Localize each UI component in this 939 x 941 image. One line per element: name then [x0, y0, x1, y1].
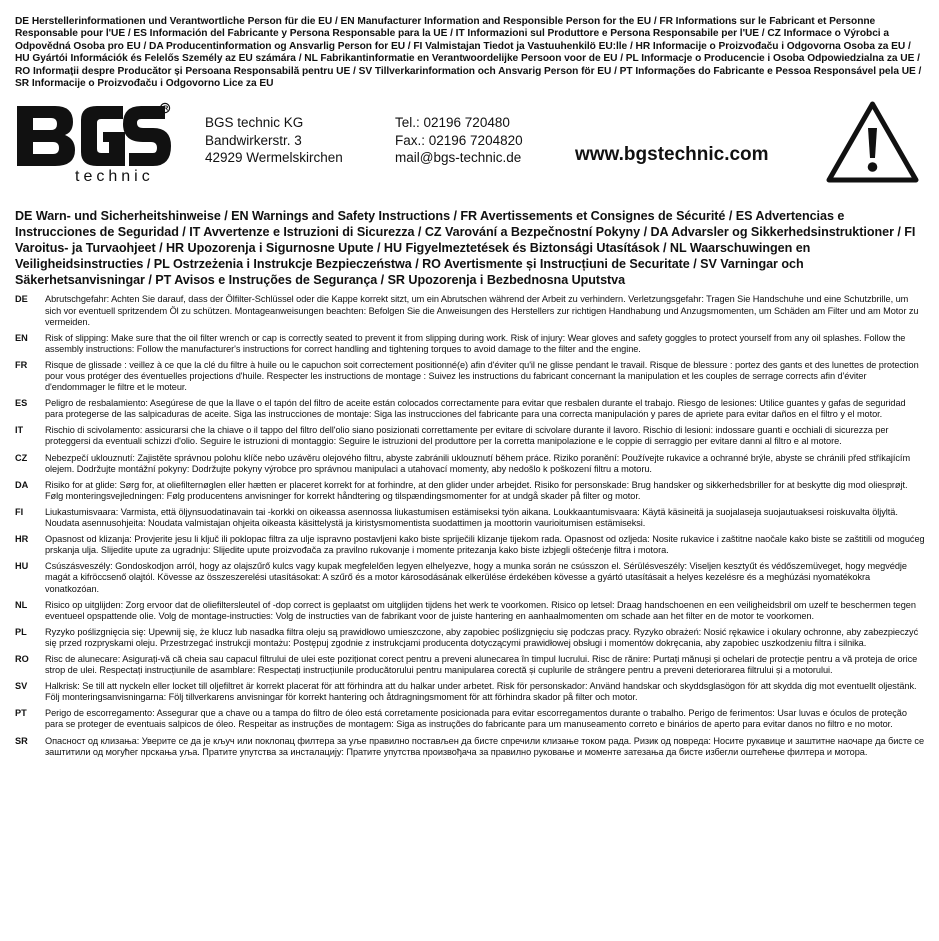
- language-code: CZ: [15, 452, 28, 463]
- safety-text: Risc de alunecare: Asigurați-vă că cheia sau capacul filtrului de ulei este poziționat corect pentru a preveni alunecarea în timpul lucrului. Risc de rănire: Purtați mănuși și ochelari de protecție pentru a vă proteja de orice strop de ulei. Respectați instrucțiunile de asamblare: Respectați instrucțiunile producătorului pentru manipularea corectă și cuplurile de strângere pentru a preveni deteriorarea filtrului și a motorului.: [45, 653, 918, 676]
- bgs-technic-logo: [15, 102, 175, 184]
- safety-section-fi: [15, 507, 925, 529]
- safety-section-en: [15, 333, 925, 355]
- language-code: RO: [15, 653, 29, 664]
- language-code: HR: [15, 534, 29, 545]
- safety-text: Risico op uitglijden: Zorg ervoor dat de oliefiltersleutel of -dop correct is geplaatst om uitglijden tijdens het werk te voorkomen. Risico op letsel: Draag handschoenen en een veiligheidsbril om uzelf te beschermen tegen eventueel opspattende olie. Volg de montage-instructies: Volg de instructies van de fabrikant voor de juiste hantering en aanhaalmomenten om schade aan het filter en de motor te voorkomen.: [45, 599, 916, 621]
- language-code: SR: [15, 735, 28, 746]
- safety-section-sr: [15, 736, 925, 758]
- company-city: 42929 Wermelskirchen: [205, 150, 343, 166]
- safety-section-es: [15, 398, 925, 420]
- safety-text: Opasnost od klizanja: Provjerite jesu li ključ ili poklopac filtra za ulje ispravno postavljeni kako biste spriječili klizanje tijekom rada. Opasnost od ozljeda: Nosite rukavice i zaštitne naočale kako biste se zaštitili od mogućeg prskanja ulja. Slijedite upute za ugradnju: Slijedite upute proizvođača za pravilno rukovanje i momente pritezanja kako biste izbjegli oštećenje filtra i motora.: [45, 534, 925, 556]
- safety-text: Liukastumisvaara: Varmista, että öljynsuodatinavain tai -korkki on oikeassa asennossa liukastumisen estämiseksi työn aikana. Loukkaantumisvaara: Käytä käsineitä ja suojalaseja suojautuaksesi roiskuvalta öljyltä. Noudata asennusohjeita: Noudata valmistajan ohjeita oikeasta käsittelystä ja kiristysmomentista suodattimen ja moottorin vaurioitumisen estämiseksi.: [45, 506, 898, 529]
- safety-section-hu: [15, 561, 925, 594]
- language-code: DA: [15, 479, 29, 490]
- safety-text: Risque de glissade : veillez à ce que la clé du filtre à huile ou le capuchon soit correctement positionné(e) afin d'éviter qu'il ne glisse pendant le travail. Risque de blessure : portez des gants et des lunettes de protection pour vous protéger des éventuelles projections d'huile. Respecter les instructions de montage : Suivez les instructions du fabricant concernant la manipulation et les couples de serrage corrects afin d'éviter d'endommager le filtre et le moteur.: [45, 359, 919, 393]
- safety-section-pl: [15, 627, 925, 649]
- safety-sections: [15, 294, 925, 757]
- safety-section-ro: [15, 654, 925, 676]
- safety-text: Nebezpečí uklouznutí: Zajistěte správnou polohu klíče nebo uzávěru olejového filtru, abyste zabránili uklouznutí během práce. Riziko poranění: Používejte rukavice a ochranné brýle, abyste se chránili před stříkajícím olejem. Dodržujte montážní pokyny: Dodržujte pokyny výrobce pro správnou manipulaci a utahovací momenty, aby nedošlo k poškození filtru a motoru.: [45, 452, 911, 474]
- language-code: DE: [15, 294, 28, 305]
- language-code: FI: [15, 506, 24, 517]
- safety-text: Опасност од клизања: Уверите се да је кључ или поклопац филтера за уље правилно постављен да бисте спречили клизање током рада. Ризик од повреда: Носите рукавице и заштитне наочаре да бисте се заштитили од могућег прскања уља. Пратите упутства за инсталацију: Пратите упутства произвођача за правилно руковање и моменте затезања да бисте избегли оштећење филтера и мотора.: [45, 735, 925, 757]
- safety-section-hr: [15, 534, 925, 556]
- language-code: PT: [15, 708, 27, 719]
- language-code: HU: [15, 561, 29, 572]
- safety-section-da: [15, 480, 925, 502]
- company-block: [15, 100, 925, 200]
- safety-section-fr: [15, 360, 925, 393]
- safety-text: Rischio di scivolamento: assicurarsi che la chiave o il tappo del filtro dell'olio siano posizionati correttamente per evitare di scivolare durante il lavoro. Rischio di lesioni: indossare guanti e occhiali di sicurezza per proteggersi da eventuali schizzi d'olio. Seguire le istruzioni di montaggio: Seguire le istruzioni del produttore per la corretta manipolazione e le coppie di serraggio per evitare danni al filtro e al motore.: [45, 425, 889, 447]
- safety-section-nl: [15, 600, 925, 622]
- language-code: PL: [15, 626, 27, 637]
- safety-text: Ryzyko poślizgnięcia się: Upewnij się, że klucz lub nasadka filtra oleju są prawidłowo umieszczone, aby zapobiec poślizgnięciu się podczas pracy. Ryzyko obrażeń: Nosić rękawice i okulary ochronne, aby zabezpieczyć się przed rozpryskami oleju. Przestrzegać instrukcji montażu: Postępuj zgodnie z instrukcjami producenta dotyczącymi prawidłowej obsługi i momentów dokręcania, aby zapobiec uszkodzeniu filtra i silnika.: [45, 626, 919, 648]
- safety-section-de: [15, 294, 925, 327]
- language-code: FR: [15, 359, 28, 370]
- safety-text: Halkrisk: Se till att nyckeln eller locket till oljefiltret är korrekt placerat för att förhindra att du halkar under arbetet. Risk för personskador: Använd handskar och skyddsglasögon för att skydda dig mot eventuellt oljestänk. Följ monteringsanvisningarna: Följ tillverkarens anvisningar för korrekt hantering och åtdragningsmoment för att förhindra skador på filter och motor.: [45, 681, 917, 703]
- safety-section-sv: [15, 681, 925, 703]
- company-tel: Tel.: 02196 720480: [395, 115, 510, 131]
- safety-text: Abrutschgefahr: Achten Sie darauf, dass der Ölfilter-Schlüssel oder die Kappe korrekt sitzt, um ein Abrutschen während der Arbeit zu verhindern. Verletzungsgefahr: Tragen Sie Handschuhe und eine Schutzbrille, um sich vor eventuell spritzendem Öl zu schützen. Montageanweisungen beachten: Befolgen Sie die Anweisungen des Herstellers zur richtigen Handhabung und Anzugsmomenten, um Schäden am Filter und am Motor zu vermeiden.: [45, 294, 919, 327]
- language-code: NL: [15, 599, 28, 610]
- svg-text:R: R: [163, 106, 169, 114]
- document-page: [15, 16, 925, 763]
- company-street: Bandwirkerstr. 3: [205, 132, 302, 148]
- company-fax: Fax.: 02196 7204820: [395, 132, 523, 148]
- language-code: IT: [15, 425, 24, 436]
- company-website[interactable]: www.bgstechnic.com: [575, 144, 769, 166]
- safety-heading: DE Warn- und Sicherheitshinweise / EN Warnings and Safety Instructions / FR Avertissements et Consignes de Sécurité / ES Advertencias e Instrucciones de Seguridad / IT Avvertenze e Istruzioni di Sicurezza / CZ Varování a Bezpečnostní Pokyny / DA Advarsler og Sikkerhedsinstruktioner / FI Varoitus- ja Turvaohjeet / HR Upozorenja i Sigurnosne Upute / HU Figyelmeztetések és Biztonsági Utasítások / NL Waarschuwingen en Veiligheidsinstructies / PL Ostrzeżenia i Instrukcje Bezpieczeństwa / RO Avertismente și Instrucțiuni de Securitate / SV Varningar och Säkerhetsanvisningar / PT Avisos e Instruções de Segurança / SR Upozorenja i Bezbednosna Uputstva: [15, 209, 916, 288]
- language-code: EN: [15, 332, 28, 343]
- safety-section-cz: [15, 453, 925, 475]
- language-code: SV: [15, 681, 28, 692]
- manufacturer-heading: DE Herstellerinformationen und Verantwortliche Person für die EU / EN Manufacturer Information and Responsible Person for the EU / FR Informations sur le Fabricant et Personne Responsable pour l'UE / ES Información del Fabricante y Persona Responsable para la UE / IT Informazioni sul Produttore e Persona Responsabile per l'UE / CZ Informace o Výrobci a Odpovědná Osoba pro EU / DA Producentinformation og Ansvarlig Person for EU / FI Valmistajan Tiedot ja Vastuuhenkilö EU:lle / HR Informacije o Proizvođaču i Odgovorna Osoba za EU / HU Gyártói Információk és Felelős Személy az EU számára / NL Fabrikantinformatie en Verantwoordelijke Persoon voor de EU / PL Informacje o Producencie i Osoba Odpowiedzialna za UE / RO Informații despre Producător și Persoana Responsabilă pentru UE / SV Tillverkarinformation och Ansvarig Person för EU / PT Informações do Fabricante e Pessoa Responsável pela UE / SR Informacije o Proizvođaču i Odgovorno Lice za EU: [15, 16, 922, 90]
- company-address: [205, 114, 343, 167]
- safety-section-it: [15, 425, 925, 447]
- safety-text: Risiko for at glide: Sørg for, at oliefilternøglen eller hætten er placeret korrekt for at forhindre, at den glider under arbejdet. Risiko for personskade: Brug handsker og sikkerhedsbriller for at beskytte dig mod oliesprøjt. Følg monteringsvejledningen: Følg producentens anvisninger for korrekt håndtering og tilspændingsmomenter for at undgå skader på filter og motor.: [45, 479, 908, 501]
- safety-text: Risk of slipping: Make sure that the oil filter wrench or cap is correctly seated to prevent it from slipping during work. Risk of injury: Wear gloves and safety goggles to protect yourself from any oil splashes. Follow the assembly instructions: Follow the manufacturer's instructions for correct handling and tightening torques to avoid damage to the filter and the engine.: [45, 332, 906, 354]
- svg-text:technic: technic: [75, 168, 154, 185]
- safety-text: Perigo de escorregamento: Assegurar que a chave ou a tampa do filtro de óleo está corretamente posicionada para evitar escorregamentos durante o trabalho. Perigo de ferimentos: Usar luvas e óculos de proteção para se proteger de eventuais salpicos de óleo. Respeitar as instruções de montagem: Siga as instruções do fabricante para um manuseamento correto e binários de aperto para evitar danos no filtro e no motor.: [45, 708, 907, 730]
- warning-triangle-icon: [825, 100, 920, 184]
- safety-text: Csúszásveszély: Gondoskodjon arról, hogy az olajszűrő kulcs vagy kupak megfelelően legyen elhelyezve, hogy a munka során ne csússzon el. Sérülésveszély: Viseljen kesztyűt és védőszemüveget, hogy megvédje magát a kifröccsenő olajtól. Kövesse az összeszerelési utasításokat: A szűrő és a motor károsodásának elkerülése érdekében kövesse a gyártó utasításait a helyes kezelésre és a meghúzási nyomatékokra vonatkozóan.: [45, 561, 907, 594]
- language-code: ES: [15, 398, 28, 409]
- safety-text: Peligro de resbalamiento: Asegúrese de que la llave o el tapón del filtro de aceite están colocados correctamente para evitar que resbalen durante el trabajo. Riesgo de lesiones: Utilice guantes y gafas de seguridad para protegerse de las salpicaduras de aceite. Siga las instrucciones de montaje: Siga las instrucciones del fabricante para una correcta manipulación y pares de apriete para evitar daños en el filtro y el motor.: [45, 398, 906, 420]
- company-contact: [395, 114, 523, 167]
- safety-section-pt: [15, 708, 925, 730]
- company-mail[interactable]: mail@bgs-technic.de: [395, 150, 522, 166]
- company-name: BGS technic KG: [205, 115, 304, 131]
